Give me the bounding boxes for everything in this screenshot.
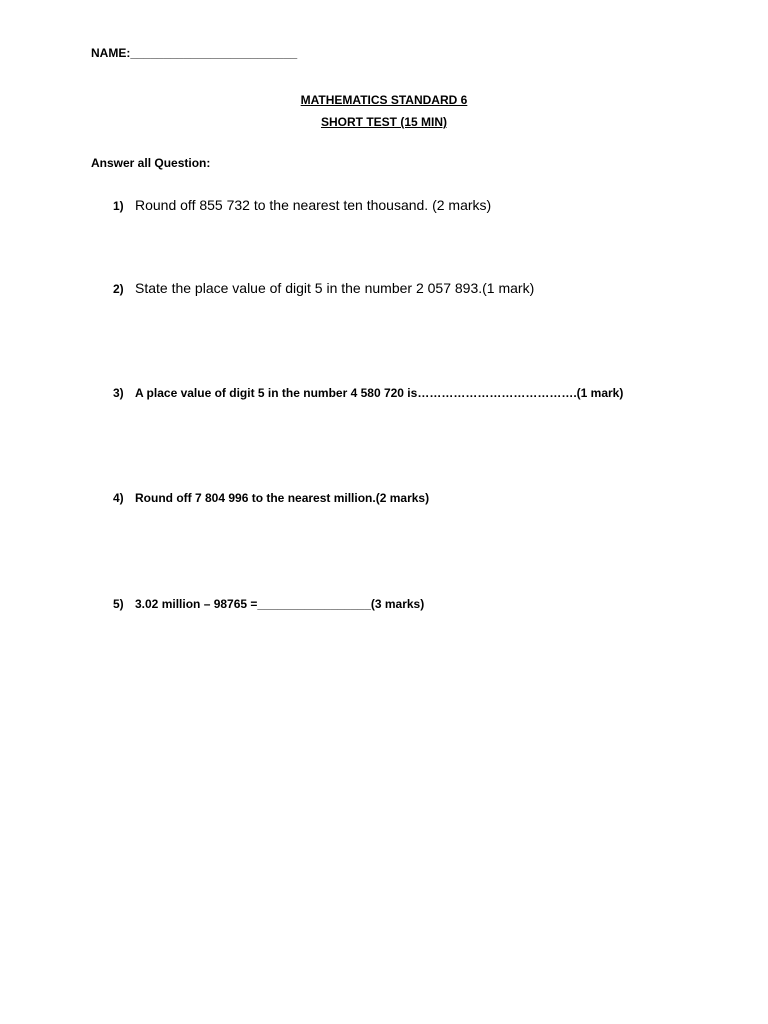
- question-4: [113, 491, 429, 505]
- paper-subtitle: SHORT TEST (15 MIN): [320, 115, 447, 129]
- question-1: [113, 197, 491, 213]
- paper-title: MATHEMATICS STANDARD 6: [300, 93, 468, 107]
- question-number: 1): [113, 199, 124, 213]
- question-number: 2): [113, 282, 124, 296]
- question-text: 3.02 million – 98765 =_________________(3 marks): [135, 597, 425, 611]
- name-field-label: NAME:_________________________: [91, 46, 298, 60]
- question-5: [113, 597, 424, 611]
- question-number: 4): [113, 491, 124, 505]
- question-number: 5): [113, 597, 124, 611]
- question-number: 3): [113, 386, 124, 400]
- question-text: Round off 7 804 996 to the nearest million.(2 marks): [135, 491, 430, 505]
- question-text: Round off 855 732 to the nearest ten thousand. (2 marks): [135, 197, 492, 213]
- question-3: [113, 386, 623, 400]
- instruction-text: Answer all Question:: [91, 156, 211, 170]
- question-2: [113, 280, 534, 296]
- question-text: A place value of digit 5 in the number 4 580 720 is………………………………….(1 mark): [135, 386, 624, 400]
- question-text: State the place value of digit 5 in the number 2 057 893.(1 mark): [135, 280, 535, 296]
